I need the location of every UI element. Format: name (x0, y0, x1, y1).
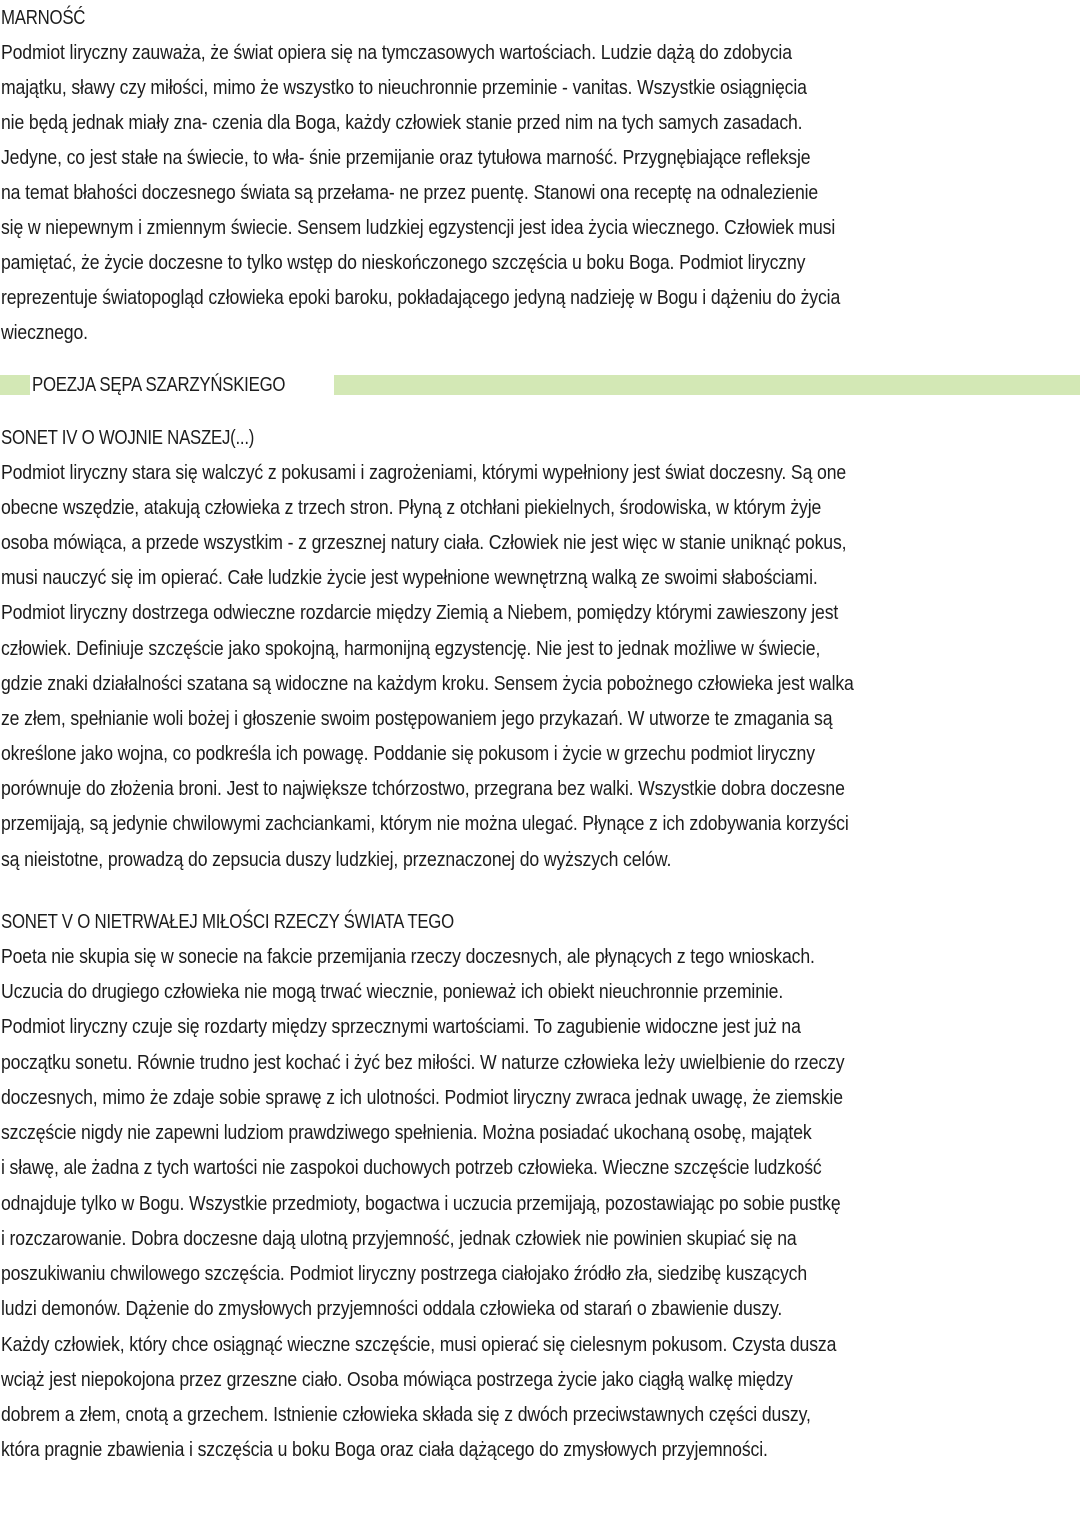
paragraph-line: wciąż jest niepokojona przez grzeszne ciało. Osoba mówiąca postrzega życie jako ciągłą walkę między (1, 1368, 793, 1391)
paragraph-line: odnajduje tylko w Bogu. Wszystkie przedmioty, bogactwa i uczucia przemijają, pozostawiając po sobie pustkę (1, 1192, 841, 1215)
section-title-bar (0, 375, 1080, 395)
paragraph-line: porównuje do złożenia broni. Jest to największe tchórzostwo, przegrana bez walki. Wszystkie dobra doczesne (1, 777, 845, 800)
paragraph-line: Poeta nie skupia się w sonecie na fakcie przemijania rzeczy doczesnych, ale płynących z tego wnioskach. (1, 945, 815, 968)
paragraph-line: ludzi demonów. Dążenie do zmysłowych przyjemności oddala człowieka od starań o zbawienie duszy. (1, 1297, 783, 1320)
paragraph-line: Podmiot liryczny zauważa, że świat opiera się na tymczasowych wartościach. Ludzie dążą do zdobycia (1, 41, 792, 64)
paragraph-line: wiecznego. (1, 321, 88, 344)
paragraph-line: obecne wszędzie, atakują człowieka z trzech stron. Płyną z otchłani piekielnych, środowiska, w którym żyje (1, 496, 822, 519)
paragraph-line: dobrem a złem, cnotą a grzechem. Istnienie człowieka składa się z dwóch przeciwstawnych części duszy, (1, 1403, 811, 1426)
paragraph-line: doczesnych, mimo że zdaje sobie sprawę z ich ulotności. Podmiot liryczny zwraca jednak uwagę, że ziemskie (1, 1086, 843, 1109)
paragraph-line: przemijają, są jedynie chwilowymi zachciankami, którym nie można ulegać. Płynące z ich zdobywania korzyści (1, 812, 849, 835)
paragraph-line: Podmiot liryczny stara się walczyć z pokusami i zagrożeniami, którymi wypełniony jest świat doczesny. Są one (1, 461, 847, 484)
paragraph-line: która pragnie zbawienia i szczęścia u boku Boga oraz ciała dążącego do zmysłowych przyjemności. (1, 1438, 768, 1461)
paragraph-line: na temat błahości doczesnego świata są przełama- ne przez puentę. Stanowi ona receptę na odnalezienie (1, 181, 819, 204)
paragraph-line: się w niepewnym i zmiennym świecie. Sensem ludzkiej egzystencji jest idea życia wiecznego. Człowiek musi (1, 216, 836, 239)
section-title: POEZJA SĘPA SZARZYŃSKIEGO (32, 373, 286, 396)
paragraph-line: są nieistotne, prowadzą do zepsucia duszy ludzkiej, przeznaczonej do wyższych celów. (1, 848, 672, 871)
paragraph-line: i rozczarowanie. Dobra doczesne dają ulotną przyjemność, jednak człowiek nie powinien skupiać się na (1, 1227, 797, 1250)
section-bar-accent-right (334, 375, 1080, 395)
paragraph-line: poszukiwaniu chwilowego szczęścia. Podmiot liryczny postrzega ciałojako źródło zła, siedzibę kuszących (1, 1262, 808, 1285)
section-heading-marnosc: MARNOŚĆ (1, 6, 86, 29)
paragraph-line: i sławę, ale żadna z tych wartości nie zaspokoi duchowych potrzeb człowieka. Wieczne szczęście ludzkość (1, 1156, 822, 1179)
paragraph-line: osoba mówiąca, a przede wszystkim - z grzesznej natury ciała. Człowiek nie jest więc w stanie uniknąć pokus, (1, 531, 847, 554)
paragraph-line: Podmiot liryczny czuje się rozdarty między sprzecznymi wartościami. To zagubienie widoczne jest już na (1, 1015, 801, 1038)
paragraph-line: Jedyne, co jest stałe na świecie, to wła- śnie przemijanie oraz tytułowa marność. Przygnębiające refleksje (1, 146, 811, 169)
paragraph-line: początku sonetu. Równie trudno jest kochać i żyć bez miłości. W naturze człowieka leży uwielbienie do rzeczy (1, 1051, 845, 1074)
paragraph-line: człowiek. Definiuje szczęście jako spokojną, harmonijną egzystencję. Nie jest to jednak możliwe w świecie, (1, 637, 821, 660)
paragraph-line: ze złem, spełnianie woli bożej i głoszenie swoim postępowaniem jego przykazań. W utworze te zmagania są (1, 707, 833, 730)
paragraph-line: Każdy człowiek, który chce osiągnąć wieczne szczęście, musi opierać się cielesnym pokusom. Czysta dusza (1, 1333, 837, 1356)
paragraph-line: Podmiot liryczny dostrzega odwieczne rozdarcie między Ziemią a Niebem, pomiędzy którymi zawieszony jest (1, 601, 839, 624)
section-bar-accent-left (0, 375, 30, 395)
paragraph-line: nie będą jednak miały zna- czenia dla Boga, każdy człowiek stanie przed nim na tych samych zasadach. (1, 111, 803, 134)
paragraph-line: majątku, sławy czy miłości, mimo że wszystko to nieuchronnie przeminie - vanitas. Wszystkie osiągnięcia (1, 76, 807, 99)
paragraph-line: określone jako wojna, co podkreśla ich powagę. Poddanie się pokusom i życie w grzechu podmiot liryczny (1, 742, 815, 765)
section-heading-sonet-v: SONET V O NIETRWAŁEJ MIŁOŚCI RZECZY ŚWIATA TEGO (1, 910, 454, 933)
paragraph-line: szczęście nigdy nie zapewni ludziom prawdziwego spełnienia. Można posiadać ukochaną osobę, majątek (1, 1121, 812, 1144)
paragraph-line: gdzie znaki działalności szatana są widoczne na każdym kroku. Sensem życia pobożnego człowieka jest walka (1, 672, 854, 695)
paragraph-line: pamiętać, że życie doczesne to tylko wstęp do nieskończonego szczęścia u boku Boga. Podmiot liryczny (1, 251, 806, 274)
paragraph-line: Uczucia do drugiego człowieka nie mogą trwać wiecznie, ponieważ ich obiekt nieuchronnie przeminie. (1, 980, 784, 1003)
paragraph-line: musi nauczyć się im opierać. Całe ludzkie życie jest wypełnione wewnętrzną walką ze swoimi słabościami. (1, 566, 818, 589)
section-heading-sonet-iv: SONET IV O WOJNIE NASZEJ(...) (1, 426, 255, 449)
paragraph-line: reprezentuje światopogląd człowieka epoki baroku, pokładającego jedyną nadzieję w Bogu i dążeniu do życia (1, 286, 841, 309)
